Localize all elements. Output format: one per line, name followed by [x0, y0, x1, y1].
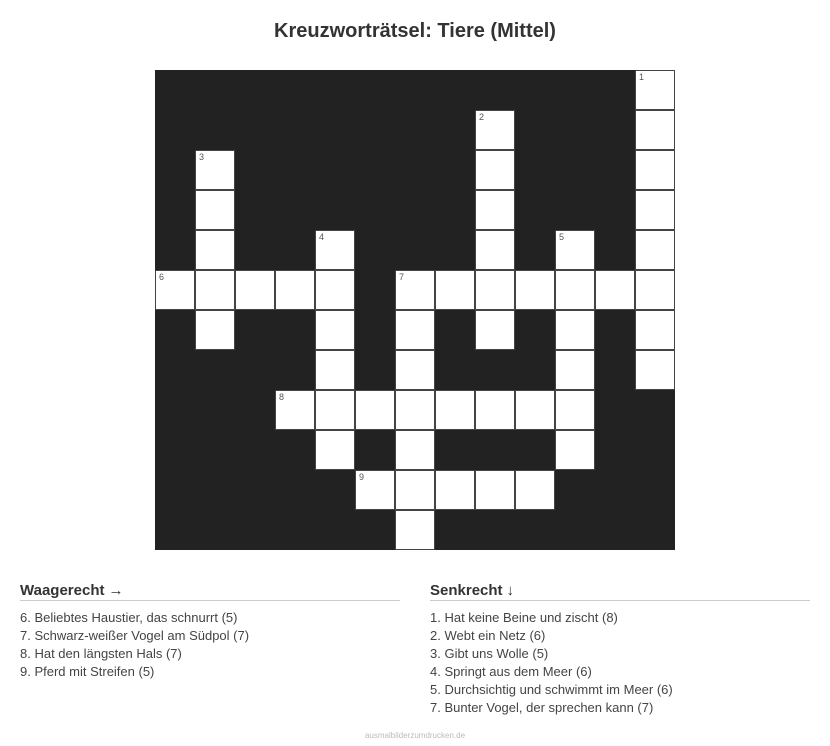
down-heading-label: Senkrecht — [430, 582, 503, 599]
grid-cell[interactable] — [195, 270, 235, 310]
down-clue-list — [430, 609, 810, 717]
grid-cell[interactable] — [475, 310, 515, 350]
grid-cell[interactable] — [635, 270, 675, 310]
grid-cell[interactable] — [395, 390, 435, 430]
grid-cell[interactable] — [515, 390, 555, 430]
grid-cell[interactable] — [475, 150, 515, 190]
clue-number: 8 — [279, 392, 285, 402]
grid-cell[interactable] — [315, 390, 355, 430]
grid-cell[interactable] — [555, 430, 595, 470]
grid-cell[interactable] — [235, 270, 275, 310]
grid-cell[interactable] — [355, 390, 395, 430]
down-clue: 2. Webt ein Netz (6) — [430, 628, 546, 643]
down-clue: 3. Gibt uns Wolle (5) — [430, 646, 549, 661]
grid-cell[interactable] — [635, 350, 675, 390]
clue-number: 4 — [319, 232, 325, 242]
clue-number: 6 — [159, 272, 165, 282]
across-clue: 6. Beliebtes Haustier, das schnurrt (5) — [20, 610, 238, 625]
grid-cell[interactable] — [355, 470, 395, 510]
across-clue-list — [20, 609, 400, 681]
down-arrow-icon: ↓ — [506, 582, 515, 599]
grid-cell[interactable] — [475, 110, 515, 150]
grid-cell[interactable] — [395, 510, 435, 550]
clue-number: 3 — [199, 152, 205, 162]
clue-number: 7 — [399, 272, 405, 282]
grid-cell[interactable] — [475, 470, 515, 510]
down-heading — [430, 582, 810, 601]
across-heading — [20, 582, 400, 601]
grid-cell[interactable] — [555, 350, 595, 390]
crossword-grid — [155, 70, 675, 550]
grid-cell[interactable] — [315, 270, 355, 310]
across-clue: 8. Hat den längsten Hals (7) — [20, 646, 182, 661]
grid-cell[interactable] — [635, 230, 675, 270]
across-clue: 9. Pferd mit Streifen (5) — [20, 664, 155, 679]
page-title: Kreuzworträtsel: Tiere (Mittel) — [274, 20, 556, 42]
grid-cell[interactable] — [635, 190, 675, 230]
grid-cell[interactable] — [555, 270, 595, 310]
grid-cell[interactable] — [395, 350, 435, 390]
across-clue: 7. Schwarz-weißer Vogel am Südpol (7) — [20, 628, 250, 643]
down-clue: 5. Durchsichtig und schwimmt im Meer (6) — [430, 682, 673, 697]
grid-cell[interactable] — [315, 350, 355, 390]
grid-cell[interactable] — [195, 310, 235, 350]
grid-cell[interactable] — [635, 150, 675, 190]
grid-cell[interactable] — [195, 150, 235, 190]
clue-number: 2 — [479, 112, 485, 122]
clue-number: 9 — [359, 472, 365, 482]
across-heading-label: Waagerecht — [20, 582, 105, 599]
grid-cell[interactable] — [195, 190, 235, 230]
grid-cell[interactable] — [275, 390, 315, 430]
grid-cell[interactable] — [555, 310, 595, 350]
grid-cell[interactable] — [515, 270, 555, 310]
grid-cell[interactable] — [395, 310, 435, 350]
grid-cell[interactable] — [475, 190, 515, 230]
grid-cell[interactable] — [635, 70, 675, 110]
across-clues-section — [20, 582, 400, 681]
down-clue: 4. Springt aus dem Meer (6) — [430, 664, 592, 679]
grid-cell[interactable] — [315, 310, 355, 350]
right-arrow-icon: → — [108, 582, 124, 599]
grid-cell[interactable] — [595, 270, 635, 310]
grid-cell[interactable] — [475, 390, 515, 430]
grid-cell[interactable] — [555, 390, 595, 430]
grid-cell[interactable] — [155, 270, 195, 310]
grid-cell[interactable] — [395, 270, 435, 310]
grid-cell[interactable] — [315, 430, 355, 470]
grid-cell[interactable] — [195, 230, 235, 270]
clue-number: 5 — [559, 232, 565, 242]
down-clue: 7. Bunter Vogel, der sprechen kann (7) — [430, 700, 654, 715]
grid-cell[interactable] — [555, 230, 595, 270]
clue-number: 1 — [639, 72, 645, 82]
grid-cell[interactable] — [475, 270, 515, 310]
down-clues-section — [430, 582, 810, 717]
grid-cell[interactable] — [395, 430, 435, 470]
grid-cell[interactable] — [435, 270, 475, 310]
grid-cell[interactable] — [275, 270, 315, 310]
grid-cell[interactable] — [435, 390, 475, 430]
grid-cell[interactable] — [515, 470, 555, 510]
grid-cell[interactable] — [635, 110, 675, 150]
grid-cell[interactable] — [475, 230, 515, 270]
footer-watermark: ausmalbilderzumdrucken.de — [364, 731, 466, 740]
grid-cell[interactable] — [315, 230, 355, 270]
grid-cell[interactable] — [395, 470, 435, 510]
grid-cell[interactable] — [635, 310, 675, 350]
grid-cell[interactable] — [435, 470, 475, 510]
down-clue: 1. Hat keine Beine und zischt (8) — [430, 610, 618, 625]
